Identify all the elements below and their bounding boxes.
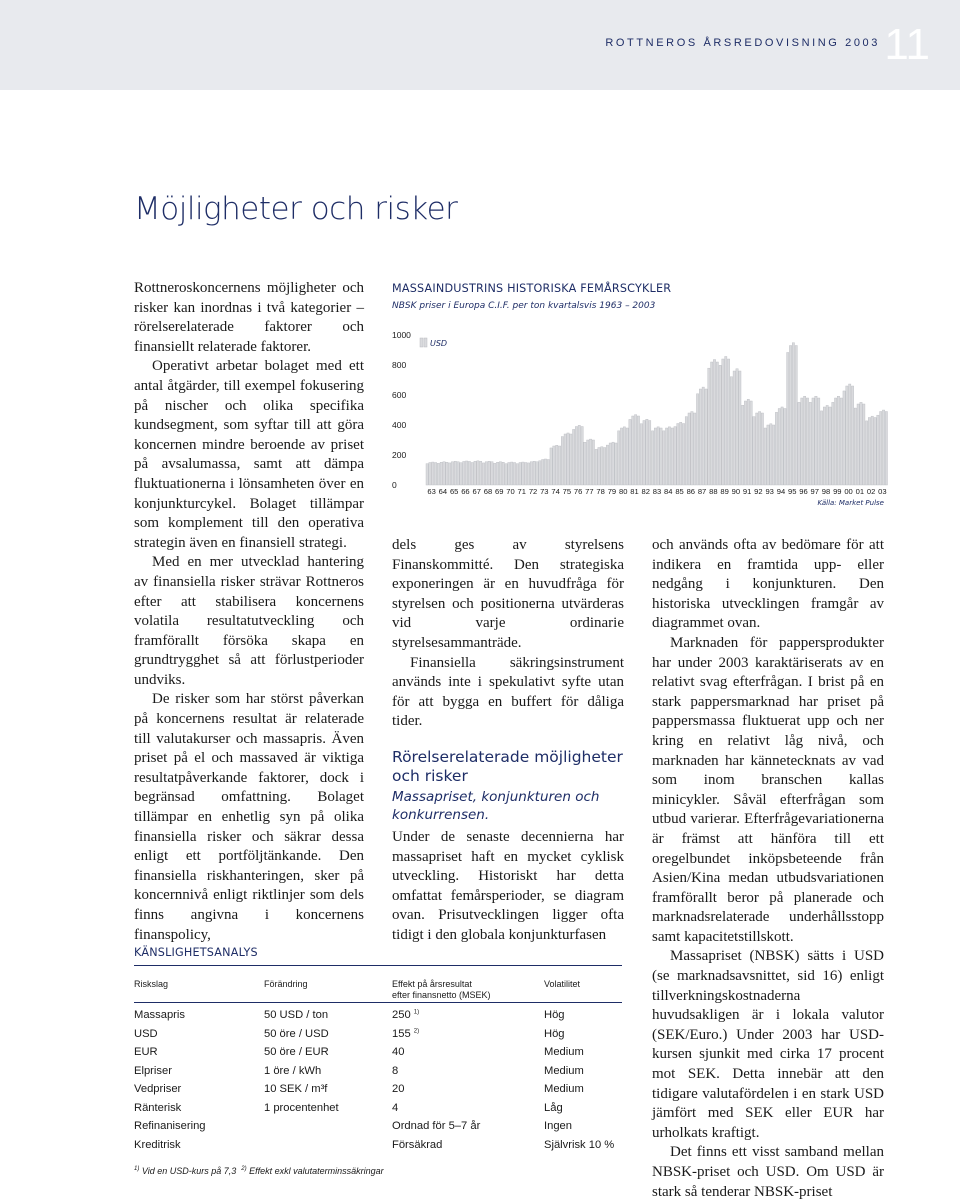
x-tick-label: 81 <box>630 487 639 496</box>
price-bar <box>781 407 783 485</box>
x-tick-label: 92 <box>754 487 763 496</box>
cell-effekt: 4 <box>392 1101 399 1114</box>
price-bar <box>609 443 611 485</box>
price-bar <box>767 425 769 485</box>
y-tick-label: 600 <box>392 390 407 400</box>
price-bar <box>770 424 772 485</box>
header-volatilitet: Volatilitet <box>544 979 581 989</box>
price-bar <box>468 461 470 485</box>
price-bar <box>792 343 794 485</box>
x-tick-label: 99 <box>833 487 842 496</box>
price-bar <box>626 428 628 485</box>
price-bar <box>851 386 853 485</box>
price-bar <box>874 418 876 486</box>
price-bar <box>536 462 538 485</box>
footnote-text-1: Vid en USD-kurs på 7,3 <box>141 1166 237 1176</box>
price-bar <box>753 417 755 485</box>
price-bar <box>429 463 431 486</box>
x-tick-label: 65 <box>449 487 459 496</box>
x-tick-label: 89 <box>720 487 729 496</box>
price-bar <box>513 463 515 486</box>
cell-volatilitet: Låg <box>544 1101 563 1114</box>
price-bar <box>426 464 428 485</box>
price-bar <box>739 371 741 485</box>
sensitivity-title: KÄNSLIGHETSANALYS <box>134 946 258 959</box>
price-bar <box>801 398 803 485</box>
price-bar <box>863 404 865 485</box>
price-bar <box>750 401 752 485</box>
price-bar <box>725 356 727 485</box>
price-bar <box>756 413 758 485</box>
price-bar <box>502 462 504 485</box>
price-bar <box>432 462 434 485</box>
cell-forandring: 50 öre / EUR <box>264 1046 329 1058</box>
price-bar <box>711 362 713 485</box>
price-bar <box>719 365 721 485</box>
price-bar <box>849 384 851 485</box>
price-bar <box>460 463 462 485</box>
price-bar <box>736 369 738 485</box>
price-bar <box>519 463 521 486</box>
price-bar <box>682 424 684 486</box>
paragraph: Finansiella säkringsinstrument används inte i spekulativt syfte utan för att bygga en buffert för dåliga tider. <box>392 654 624 730</box>
x-tick-label: 80 <box>618 487 628 496</box>
price-bar <box>606 445 608 485</box>
price-bar <box>685 417 687 485</box>
y-tick-label: 1000 <box>392 330 411 340</box>
page-title: Möjligheter och risker <box>134 191 458 227</box>
paragraph: och används ofta av bedömare för att indikera en framtida upp- eller nedgång i konjunkturen. Den historiska utvecklingen framgår av diagrammet ovan. <box>652 537 884 632</box>
price-bar <box>567 433 569 485</box>
chart-source: Källa: Market Pulse <box>817 499 884 507</box>
x-tick-label: 97 <box>810 487 819 496</box>
price-bar <box>761 413 763 485</box>
legend-swatch <box>424 338 427 347</box>
price-bar <box>480 461 482 485</box>
price-bar <box>668 427 670 485</box>
price-bar <box>516 464 518 485</box>
page-number: 11 <box>884 20 930 69</box>
cell-effekt-wrap <box>392 1009 419 1021</box>
price-bar <box>629 419 631 485</box>
price-bar <box>787 352 789 485</box>
price-bar <box>637 416 639 485</box>
cell-effekt-wrap <box>392 1028 419 1040</box>
x-tick-label: 87 <box>697 487 707 496</box>
price-bar <box>575 427 577 486</box>
price-bar <box>747 399 749 485</box>
price-bar <box>572 429 574 485</box>
x-tick-label: 85 <box>675 487 684 496</box>
price-bar <box>665 428 667 485</box>
price-bar <box>702 387 704 485</box>
cell-riskslag: EUR <box>134 1046 158 1058</box>
price-bar <box>705 389 707 485</box>
price-bar <box>474 461 476 485</box>
price-bar <box>764 428 766 485</box>
x-tick-label: 66 <box>461 487 470 496</box>
price-bar <box>454 461 456 485</box>
cell-forandring: 50 USD / ton <box>264 1009 329 1021</box>
price-bar <box>823 407 825 485</box>
price-bar <box>674 427 676 485</box>
y-tick-label: 800 <box>392 360 407 370</box>
cell-volatilitet: Självrisk 10 % <box>544 1138 615 1151</box>
price-bar <box>603 448 605 486</box>
price-bar <box>440 462 442 485</box>
price-bar <box>663 431 665 485</box>
cell-riskslag: Kreditrisk <box>134 1138 181 1151</box>
price-bar <box>598 448 600 486</box>
chart-subtitle: NBSK priser i Europa C.I.F. per ton kvartalsvis 1963 – 2003 <box>392 301 656 311</box>
x-tick-label: 67 <box>472 487 481 496</box>
x-tick-label: 00 <box>844 487 853 496</box>
price-bar <box>584 442 586 485</box>
price-cycle-chart <box>388 320 894 520</box>
cell-effekt: Försäkrad <box>392 1138 443 1151</box>
price-bar <box>533 461 535 485</box>
price-bar <box>550 448 552 485</box>
x-tick-label: 68 <box>483 487 493 496</box>
cell-volatilitet: Medium <box>544 1083 584 1095</box>
price-bar <box>677 424 679 486</box>
header-riskslag: Riskslag <box>134 979 169 989</box>
price-bar <box>885 412 887 486</box>
cell-volatilitet: Hög <box>544 1027 565 1040</box>
price-bar <box>578 425 580 485</box>
paragraph: Med en mer utvecklad hantering av finansiella risker strävar Rottneros efter att stabilisera koncernens volatila resultatutveckling och framförallt försöka skapa en grundtrygghet så att förlustperioder undviks. <box>134 554 364 688</box>
price-bar <box>463 461 465 485</box>
cell-effekt: 40 <box>392 1046 405 1058</box>
price-bar <box>465 461 467 485</box>
cell-effekt: 20 <box>392 1083 405 1095</box>
price-bar <box>491 462 493 485</box>
x-tick-label: 75 <box>562 487 572 496</box>
price-bar <box>561 437 563 485</box>
price-bar <box>784 409 786 486</box>
price-bar <box>860 402 862 485</box>
price-bar <box>443 462 445 485</box>
price-bar <box>437 463 439 485</box>
price-bar <box>640 424 642 485</box>
price-bar <box>651 431 653 485</box>
section-subheading: Massapriset, konjunkturen och konkurrensen. <box>392 788 600 823</box>
table-footnote <box>134 1166 384 1176</box>
x-tick-label: 64 <box>438 487 448 496</box>
price-bar <box>623 427 625 485</box>
price-bar <box>527 463 529 485</box>
price-bar <box>530 462 532 485</box>
cell-forandring: 50 öre / USD <box>264 1027 329 1040</box>
price-bar <box>457 462 459 485</box>
paragraph: Marknaden för pappersprodukter har under 2003 karaktäriserats av en relativt svag efterfrågan. I brist på en stark pappersmarknad har priset på pappersmassa fluktuerat upp och ner kring en relativt låg nivå, och marknaden har kännetecknats av vad som inom branschen kallas minicykler. Såväl efterfrågan som utbud varierar. Efterfrågevariationerna är främst att hänföra till ett oregelbundet inköpsbeteende från Asien/Kina medan utbudsvariationen framförallt beror på planerade och marknadsrelaterade underhållsstopp samt kapacitetstillskott. <box>652 634 884 945</box>
price-bar <box>744 401 746 485</box>
price-bar <box>499 462 501 485</box>
table-rule-header <box>134 1002 622 1003</box>
price-bar <box>522 462 524 485</box>
paragraph: dels ges av styrelsens Finanskommitté. Den strategiska exponeringen är en huvudfråga för styrelsen och positionerna utvärderas vid varje ordinarie styrelsesammanträde. <box>392 537 624 651</box>
price-bar <box>539 461 541 485</box>
price-bar <box>643 421 645 486</box>
x-tick-label: 88 <box>709 487 718 496</box>
price-bar <box>592 440 594 485</box>
price-bar <box>846 386 848 485</box>
x-tick-label: 71 <box>517 487 527 496</box>
price-bar <box>694 413 696 485</box>
x-tick-label: 01 <box>855 487 865 496</box>
price-bar <box>547 460 549 486</box>
price-bar <box>840 398 842 485</box>
price-bar <box>660 428 662 485</box>
header-effekt-line1: Effekt på årsresultat <box>392 979 472 989</box>
price-bar <box>877 415 879 485</box>
cell-riskslag: Refinanisering <box>134 1120 206 1132</box>
price-bar <box>713 360 715 485</box>
price-bar <box>451 462 453 485</box>
price-bar <box>620 428 622 485</box>
price-bar <box>618 431 620 485</box>
cell-effekt: 250 <box>392 1009 411 1021</box>
x-tick-label: 63 <box>427 487 436 496</box>
price-bar <box>434 463 436 486</box>
y-tick-label: 200 <box>392 450 407 460</box>
price-bar <box>581 427 583 486</box>
y-tick-label: 0 <box>392 480 397 490</box>
price-bar <box>733 371 735 485</box>
price-bar <box>871 416 873 485</box>
y-tick-label: 400 <box>392 420 407 430</box>
price-bar <box>595 449 597 485</box>
paragraph: Operativt arbetar bolaget med ett antal åtgärder, till exempel fokusering på nischer och olika specifika kundsegment, som syftar till att göra koncernen mindre beroende av priset på avsalumassa, samt att dämpa fluktuationerna i lönsamheten över en konjunkturcykel. Bolaget tillämpar som komplement till den operativa strategin även en finansiell strategi. <box>134 358 364 551</box>
x-tick-label: 69 <box>495 487 504 496</box>
header-effekt-line2: efter finansnetto (MSEK) <box>392 990 491 1000</box>
price-bar <box>587 440 589 485</box>
price-bar <box>615 443 617 485</box>
price-bar <box>789 346 791 486</box>
x-tick-label: 98 <box>821 487 831 496</box>
x-tick-label: 02 <box>866 487 876 496</box>
price-bar <box>812 398 814 485</box>
price-bar <box>778 409 780 486</box>
price-bar <box>654 428 656 485</box>
price-bar <box>494 463 496 485</box>
price-bar <box>880 412 882 486</box>
price-bar <box>716 362 718 485</box>
x-tick-label: 94 <box>776 487 786 496</box>
x-tick-label: 76 <box>573 487 583 496</box>
price-bar <box>632 416 634 485</box>
footnote-mark-1: 1) <box>134 1166 140 1172</box>
cell-riskslag: Vedpriser <box>134 1083 182 1095</box>
price-bar <box>477 461 479 485</box>
x-tick-label: 72 <box>528 487 538 496</box>
paragraph: Massapriset (NBSK) sätts i USD (se marknadsavsnittet, sid 16) enligt tillverkningskostnaderna huvudsakligen är i lokala valutor (SEK/Euro.) Under 2003 har USD-kursen sjunkit med cirka 17 procent mot SEK. Detta innebär att den tidigare valutafördelen i en stark USD jämfört med SEK eller EUR har urholkats kraftigt. <box>652 948 884 1141</box>
price-bar <box>834 398 836 485</box>
price-bar <box>857 404 859 485</box>
price-bar <box>809 402 811 485</box>
price-bar <box>843 391 845 485</box>
x-tick-label: 70 <box>506 487 515 496</box>
cell-effekt: 8 <box>392 1064 399 1077</box>
price-bar <box>496 462 498 485</box>
price-bar <box>570 434 572 485</box>
price-bar <box>657 427 659 485</box>
price-bar <box>868 418 870 486</box>
price-bar <box>730 377 732 485</box>
price-bar <box>564 434 566 485</box>
price-bar <box>803 396 805 485</box>
x-tick-label: 78 <box>596 487 605 496</box>
cell-riskslag: Ränterisk <box>134 1101 182 1114</box>
price-bar <box>691 412 693 485</box>
price-bar <box>699 389 701 485</box>
footnote-mark-2: 2) <box>241 1166 247 1172</box>
price-bar <box>449 463 451 485</box>
price-bar <box>742 405 744 485</box>
x-tick-label: 03 <box>878 487 887 496</box>
paragraph: Under de senaste decennierna har massapriset haft en mycket cyklisk utveckling. Historiskt har detta omfattat femårsperioder, se diagram ovan. Prisutvecklingen ligger ofta tidigt i den globala konjunkturfasen <box>392 828 624 943</box>
price-bar <box>773 425 775 485</box>
price-bar <box>589 439 591 485</box>
cell-riskslag: USD <box>134 1027 158 1040</box>
price-bar <box>829 407 831 485</box>
price-bar <box>542 460 544 486</box>
legend-swatch <box>420 338 423 347</box>
header-forandring: Förändring <box>264 979 308 989</box>
cell-volatilitet: Medium <box>544 1046 584 1058</box>
cell-forandring: 1 öre / kWh <box>264 1064 322 1077</box>
cell-riskslag: Elpriser <box>134 1064 172 1077</box>
x-tick-label: 95 <box>787 487 797 496</box>
price-bar <box>553 446 555 485</box>
paragraph: De risker som har störst påverkan på koncernens resultat är relaterade till valutakurser och massapris. Även priset på el och massaved är viktiga resultatpåverkande faktorer, dock i begränsad omfattning. Bolaget tillämpar en enhetlig syn på olika finansiella risker och säkrar dessa enligt ett portföljtänkande. Den finansiella riskhanteringen, sker på koncernnivå enligt riktlinjer som dels finns angivna i koncernens finanspolicy, <box>134 691 364 943</box>
price-bar <box>505 464 507 485</box>
legend-label: USD <box>430 339 448 348</box>
price-bar <box>511 462 513 485</box>
footnote-ref: 1) <box>413 1009 420 1016</box>
x-tick-label: 96 <box>799 487 808 496</box>
price-bar <box>482 463 484 485</box>
chart-title: MASSAINDUSTRINS HISTORISKA FEMÅRSCYKLER <box>392 282 672 295</box>
cell-volatilitet: Medium <box>544 1064 584 1077</box>
cell-effekt: 155 <box>392 1027 411 1040</box>
price-bar <box>525 463 527 486</box>
running-title: ROTTNEROS ÅRSREDOVISNING 2003 <box>605 37 880 49</box>
section-heading: Rörelserelaterade möjligheter och risker <box>392 747 623 785</box>
price-bar <box>680 422 682 485</box>
footnote-text-2: Effekt exkl valutaterminssäkringar <box>249 1166 384 1176</box>
cell-forandring: 10 SEK / m³f <box>264 1083 328 1095</box>
price-bar <box>488 461 490 485</box>
x-tick-label: 84 <box>664 487 673 496</box>
price-bar <box>649 421 651 486</box>
text-column-3 <box>652 536 884 1202</box>
price-bar <box>696 394 698 485</box>
price-bar <box>485 462 487 485</box>
paragraph: Rottneroskoncernens möjligheter och risker kan inordnas i två kategorier – rörelserelaterade faktorer och finansiellt relaterade faktorer. <box>134 280 364 355</box>
price-bar <box>727 359 729 485</box>
price-bar <box>558 446 560 485</box>
price-bar <box>818 398 820 485</box>
cell-volatilitet: Ingen <box>544 1120 572 1132</box>
cell-forandring: 1 procentenhet <box>264 1101 339 1114</box>
x-tick-label: 74 <box>551 487 560 496</box>
price-bar <box>826 405 828 485</box>
price-bar <box>798 402 800 485</box>
x-tick-label: 82 <box>641 487 650 496</box>
x-tick-label: 90 <box>731 487 741 496</box>
table-rule-top <box>134 965 622 966</box>
price-bar <box>722 359 724 485</box>
price-bar <box>446 462 448 485</box>
price-bar <box>708 368 710 485</box>
x-tick-label: 91 <box>742 487 752 496</box>
header-effekt <box>392 979 491 1001</box>
price-bar <box>471 462 473 485</box>
cell-riskslag: Massapris <box>134 1009 185 1021</box>
price-bar <box>815 396 817 485</box>
text-column-1 <box>134 279 364 945</box>
x-tick-label: 83 <box>652 487 662 496</box>
x-tick-label: 73 <box>540 487 549 496</box>
x-tick-label: 86 <box>686 487 696 496</box>
x-tick-label: 93 <box>765 487 774 496</box>
footnote-ref: 2) <box>413 1027 420 1034</box>
paragraph: Det finns ett visst samband mellan NBSK-priset och USD. Om USD är stark så tenderar NBSK-priset <box>652 1144 884 1200</box>
price-bar <box>646 419 648 485</box>
price-bar <box>854 408 856 485</box>
price-bar <box>508 463 510 486</box>
cell-effekt: Ordnad för 5–7 år <box>392 1120 481 1132</box>
price-bar <box>634 415 636 485</box>
cell-volatilitet: Hög <box>544 1009 565 1021</box>
price-bar <box>671 428 673 485</box>
price-bar <box>758 412 760 485</box>
price-bar <box>775 412 777 485</box>
price-bar <box>820 411 822 485</box>
price-bar <box>865 421 867 485</box>
text-column-2 <box>392 536 624 946</box>
x-tick-label: 79 <box>607 487 617 496</box>
price-bar <box>556 445 558 485</box>
price-bar <box>806 398 808 485</box>
price-bar <box>612 442 614 485</box>
price-bar <box>837 396 839 485</box>
price-bar <box>544 459 546 485</box>
price-bar <box>832 402 834 485</box>
price-bar <box>601 447 603 485</box>
price-bar <box>688 413 690 485</box>
price-bar <box>795 346 797 486</box>
x-tick-label: 77 <box>585 487 594 496</box>
price-bar <box>882 410 884 485</box>
